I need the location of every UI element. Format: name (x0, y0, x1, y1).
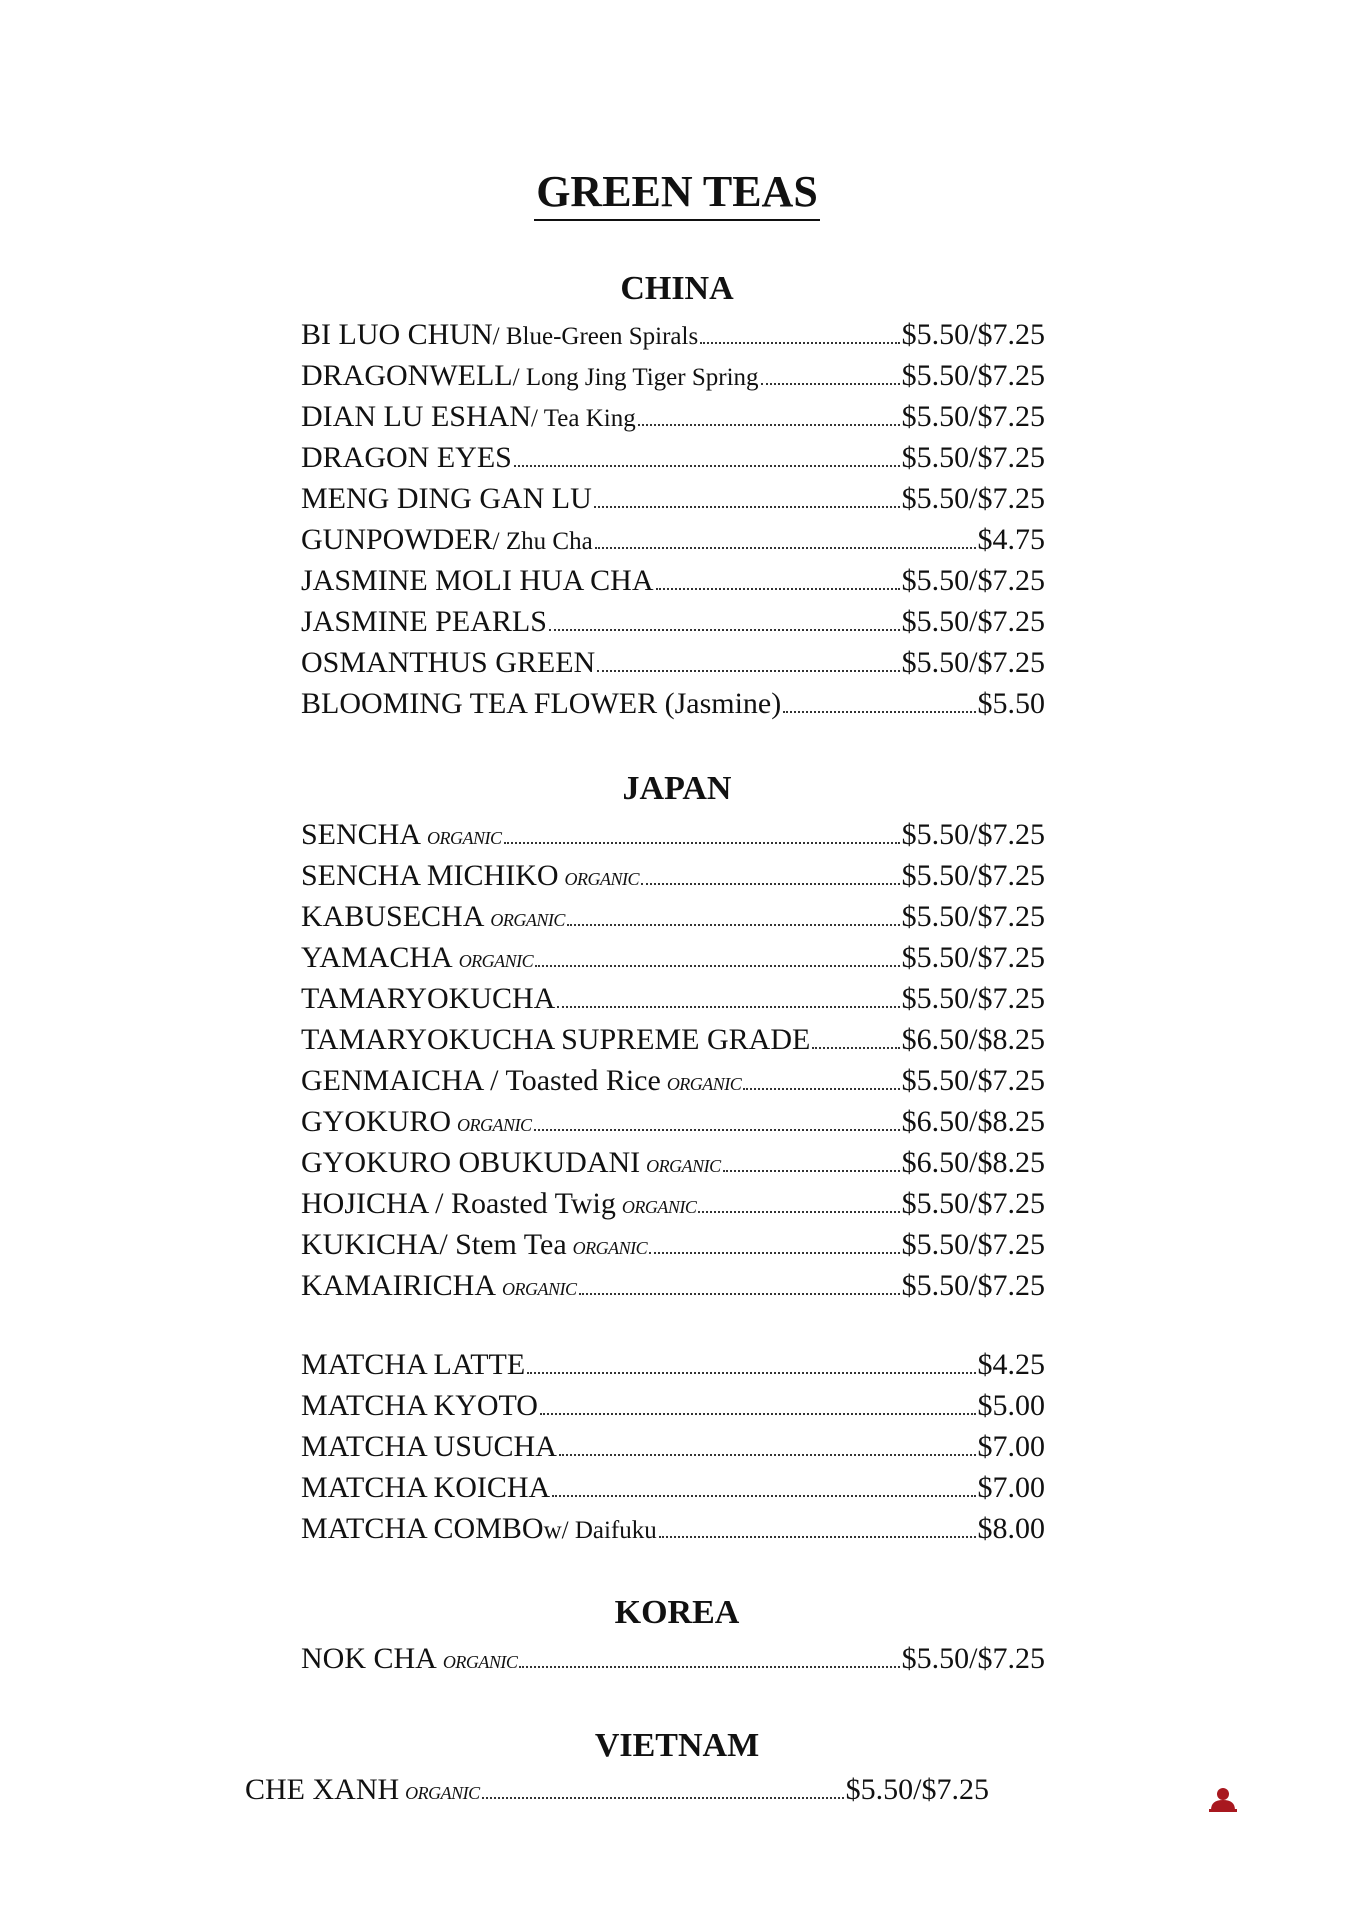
item-price: $6.50/$8.25 (901, 1105, 1045, 1138)
menu-item (301, 1642, 1045, 1683)
item-name: GUNPOWDER (301, 523, 493, 556)
organic-label: ORGANIC (457, 1115, 532, 1135)
item-price: $7.00 (977, 1430, 1045, 1463)
menu-item (301, 1105, 1045, 1146)
item-name: MATCHA KOICHA (301, 1471, 551, 1504)
item-price: $5.50/$7.25 (901, 1642, 1045, 1675)
dot-leader (482, 1797, 844, 1799)
menu-item (301, 482, 1045, 523)
dot-leader (641, 883, 900, 885)
menu-item (301, 605, 1045, 646)
item-name: OSMANTHUS GREEN (301, 646, 596, 679)
item-name: KUKICHA/ Stem Tea (301, 1228, 567, 1261)
dot-leader (552, 1495, 975, 1497)
menu-list-china (301, 318, 1045, 728)
menu-item (301, 1269, 1045, 1310)
item-price: $5.50/$7.25 (901, 1269, 1045, 1302)
dot-leader (649, 1252, 900, 1254)
organic-label: ORGANIC (490, 910, 565, 930)
item-name: DRAGONWELL (301, 359, 513, 392)
section-heading-japan: JAPAN (622, 770, 732, 807)
menu-item (301, 859, 1045, 900)
dot-leader (549, 629, 900, 631)
item-subtitle: / Tea King (530, 405, 636, 432)
menu-item (301, 523, 1045, 564)
menu-item (301, 1389, 1045, 1430)
dot-leader (723, 1170, 900, 1172)
page-title-text: GREEN TEAS (534, 166, 820, 221)
organic-label: ORGANIC (666, 1074, 742, 1094)
menu-item (301, 1471, 1045, 1512)
menu-item (301, 1146, 1045, 1187)
item-price: $5.50/$7.25 (901, 482, 1045, 515)
menu-item (245, 1773, 989, 1814)
item-price: $5.50/$7.25 (901, 359, 1045, 392)
menu-item (301, 318, 1045, 359)
item-price: $4.25 (977, 1348, 1045, 1381)
dot-leader (540, 1413, 976, 1415)
item-subtitle: w/ Daifuku (543, 1517, 657, 1544)
dot-leader (659, 1536, 976, 1538)
menu-list-vietnam (245, 1773, 989, 1814)
dot-leader (595, 547, 976, 549)
dot-leader (656, 588, 900, 590)
item-name: YAMACHA (301, 941, 453, 974)
menu-item (301, 400, 1045, 441)
menu-item (301, 1023, 1045, 1064)
item-price: $7.00 (977, 1471, 1045, 1504)
item-price: $5.50/$7.25 (901, 859, 1045, 892)
dot-leader (559, 1454, 976, 1456)
menu-list-japan (301, 818, 1045, 1310)
item-name: KAMAIRICHA (301, 1269, 496, 1302)
section-heading-vietnam: VIETNAM (594, 1727, 760, 1764)
item-price: $5.50/$7.25 (901, 941, 1045, 974)
item-price: $5.50/$7.25 (901, 818, 1045, 851)
item-price: $6.50/$8.25 (901, 1146, 1045, 1179)
dot-leader (597, 670, 899, 672)
item-name: MATCHA KYOTO (301, 1389, 538, 1422)
logo-mark-icon (1208, 1786, 1238, 1812)
item-name: JASMINE MOLI HUA CHA (301, 564, 654, 597)
item-price: $5.50/$7.25 (901, 982, 1045, 1015)
menu-item (301, 1348, 1045, 1389)
organic-label: ORGANIC (405, 1783, 480, 1803)
item-name: SENCHA (301, 818, 422, 851)
menu-list-korea (301, 1642, 1045, 1683)
item-price: $5.50/$7.25 (845, 1773, 989, 1806)
item-name: HOJICHA / Roasted Twig (301, 1187, 616, 1220)
menu-item (301, 900, 1045, 941)
menu-item (301, 1512, 1045, 1553)
menu-item (301, 441, 1045, 482)
item-name: SENCHA MICHIKO (301, 859, 559, 892)
menu-item (301, 1064, 1045, 1105)
item-price: $5.50/$7.25 (901, 605, 1045, 638)
menu-item (301, 564, 1045, 605)
dot-leader (579, 1293, 900, 1295)
dot-leader (557, 1006, 899, 1008)
item-name: MATCHA USUCHA (301, 1430, 557, 1463)
dot-leader (534, 1129, 900, 1131)
menu-list-matcha (301, 1348, 1045, 1553)
item-name: DIAN LU ESHAN (301, 400, 531, 433)
dot-leader (567, 924, 900, 926)
item-name: GENMAICHA / Toasted Rice (301, 1064, 661, 1097)
item-price: $5.50/$7.25 (901, 318, 1045, 351)
item-name: JASMINE PEARLS (301, 605, 547, 638)
item-name: NOK CHA (301, 1642, 437, 1675)
item-subtitle: / Zhu Cha (492, 528, 593, 555)
item-name: MATCHA LATTE (301, 1348, 526, 1381)
item-price: $6.50/$8.25 (901, 1023, 1045, 1056)
organic-label: ORGANIC (572, 1238, 648, 1258)
item-subtitle: / Blue-Green Spirals (492, 323, 699, 350)
item-price: $5.00 (977, 1389, 1045, 1422)
dot-leader (700, 342, 899, 344)
item-name: GYOKURO OBUKUDANI (301, 1146, 641, 1179)
dot-leader (698, 1211, 899, 1213)
dot-leader (783, 711, 975, 713)
dot-leader (761, 383, 900, 385)
menu-item (301, 818, 1045, 859)
item-price: $8.00 (977, 1512, 1045, 1545)
dot-leader (743, 1088, 899, 1090)
item-name: CHE XANH (245, 1773, 400, 1806)
dot-leader (519, 1666, 899, 1668)
item-name: BLOOMING TEA FLOWER (Jasmine) (301, 687, 782, 720)
menu-item (301, 982, 1045, 1023)
organic-label: ORGANIC (458, 951, 534, 971)
menu-item (301, 1430, 1045, 1471)
item-subtitle: / Long Jing Tiger Spring (512, 364, 759, 391)
menu-item (301, 359, 1045, 400)
item-price: $4.75 (977, 523, 1045, 556)
item-price: $5.50/$7.25 (901, 564, 1045, 597)
organic-label: ORGANIC (621, 1197, 697, 1217)
dot-leader (535, 965, 899, 967)
section-heading-china: CHINA (620, 270, 734, 307)
page-title (0, 166, 1354, 221)
item-name: MATCHA COMBO (301, 1512, 544, 1545)
menu-item (301, 646, 1045, 687)
item-name: BI LUO CHUN (301, 318, 493, 351)
menu-item (301, 1187, 1045, 1228)
dot-leader (594, 506, 900, 508)
organic-label: ORGANIC (646, 1156, 721, 1176)
dot-leader (527, 1372, 975, 1374)
item-price: $5.50/$7.25 (901, 441, 1045, 474)
menu-item (301, 1228, 1045, 1269)
dot-leader (812, 1047, 899, 1049)
item-name: GYOKURO (301, 1105, 451, 1138)
dot-leader (504, 842, 900, 844)
item-price: $5.50 (977, 687, 1045, 720)
item-name: TAMARYOKUCHA (301, 982, 556, 1015)
item-name: DRAGON EYES (301, 441, 512, 474)
organic-label: ORGANIC (427, 828, 502, 848)
item-price: $5.50/$7.25 (901, 1187, 1045, 1220)
item-name: KABUSECHA (301, 900, 485, 933)
item-name: TAMARYOKUCHA SUPREME GRADE (301, 1023, 811, 1056)
organic-label: ORGANIC (502, 1279, 577, 1299)
section-heading-korea: KOREA (614, 1594, 740, 1631)
item-price: $5.50/$7.25 (901, 646, 1045, 679)
item-price: $5.50/$7.25 (901, 400, 1045, 433)
menu-item (301, 687, 1045, 728)
item-price: $5.50/$7.25 (901, 900, 1045, 933)
item-price: $5.50/$7.25 (901, 1064, 1045, 1097)
item-name: MENG DING GAN LU (301, 482, 592, 515)
dot-leader (514, 465, 900, 467)
organic-label: ORGANIC (564, 869, 640, 889)
organic-label: ORGANIC (442, 1652, 518, 1672)
dot-leader (638, 424, 900, 426)
item-price: $5.50/$7.25 (901, 1228, 1045, 1261)
menu-item (301, 941, 1045, 982)
